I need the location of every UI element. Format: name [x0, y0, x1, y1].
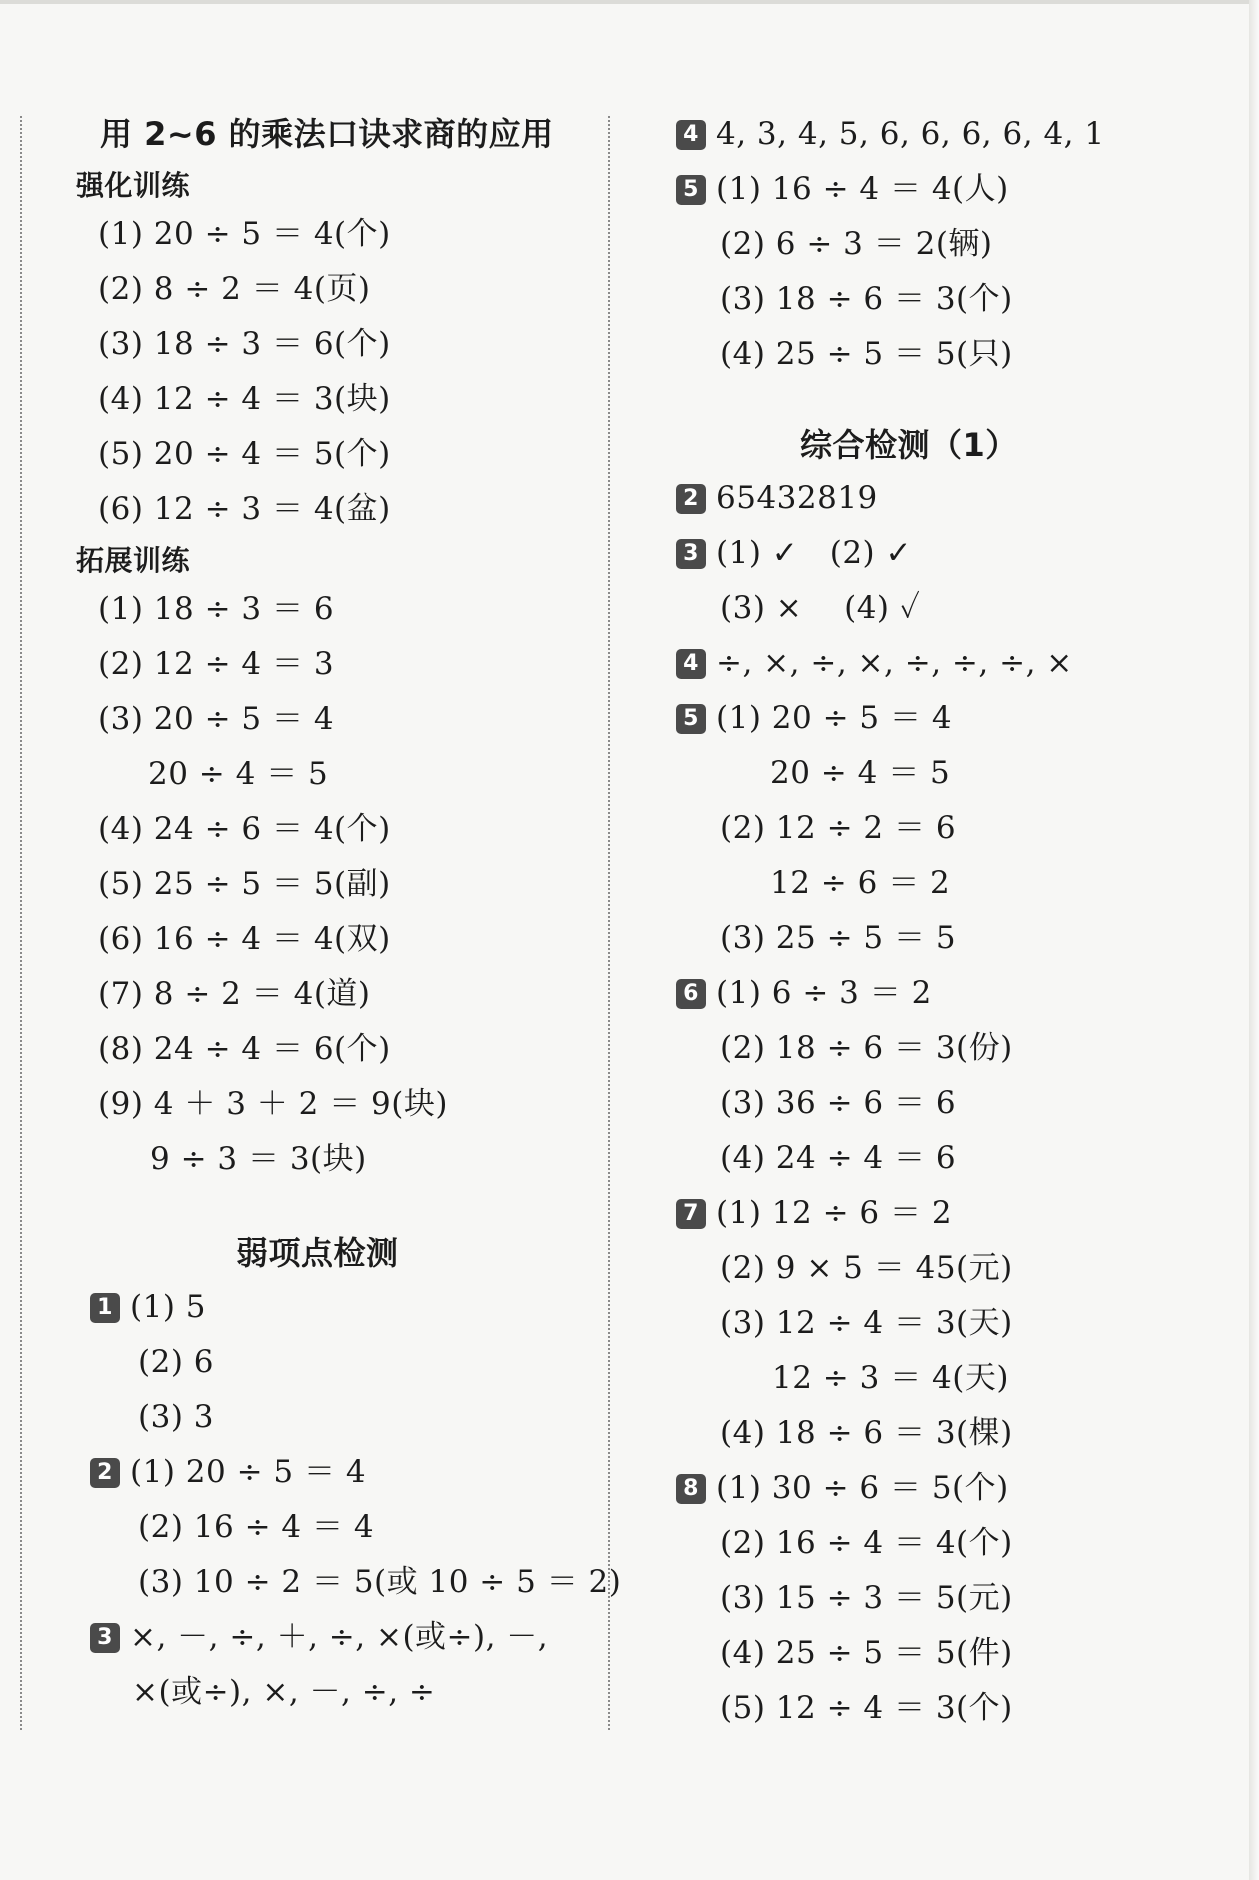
answer-line: (3) 10 ÷ 2 ＝ 5(或 10 ÷ 5 ＝ 2)	[138, 1564, 622, 1600]
question-number-badge: 4	[676, 649, 706, 679]
answer-line: 65432819	[716, 480, 878, 516]
comp-question-8	[676, 1468, 1009, 1508]
section-title: 用 2~6 的乘法口诀求商的应用	[100, 115, 554, 153]
comprehensive-test-title: 综合检测（1）	[800, 426, 1018, 464]
answer-line: 4, 3, 4, 5, 6, 6, 6, 6, 4, 1	[716, 116, 1105, 152]
question-number-badge: 1	[90, 1293, 120, 1323]
answer-line: (4) 25 ÷ 5 ＝ 5(件)	[720, 1635, 1013, 1671]
answer-line: ÷, ×, ÷, ×, ÷, ÷, ÷, ×	[716, 645, 1073, 681]
answer-line: 20 ÷ 4 ＝ 5	[148, 756, 329, 792]
answer-line: (1) 12 ÷ 6 ＝ 2	[716, 1195, 953, 1231]
answer-line: (2) 9 × 5 ＝ 45(元)	[720, 1250, 1013, 1286]
answer-line: (2) 16 ÷ 4 ＝ 4(个)	[720, 1525, 1013, 1561]
answer-line: (3) 36 ÷ 6 ＝ 6	[720, 1085, 957, 1121]
answer-line: 12 ÷ 3 ＝ 4(天)	[772, 1360, 1009, 1396]
answer-line: (2) 18 ÷ 6 ＝ 3(份)	[720, 1030, 1013, 1066]
answer-line: (4) 24 ÷ 4 ＝ 6	[720, 1140, 957, 1176]
answer-line: (2) 6	[138, 1344, 214, 1380]
question-3	[90, 1617, 548, 1657]
answer-line: (3) 18 ÷ 6 ＝ 3(个)	[720, 281, 1013, 317]
answer-line: (7) 8 ÷ 2 ＝ 4(道)	[98, 976, 371, 1012]
question-2	[90, 1452, 366, 1492]
comp-question-7	[676, 1193, 952, 1233]
answer-line: (3) 12 ÷ 4 ＝ 3(天)	[720, 1305, 1013, 1341]
answer-line: (2) 16 ÷ 4 ＝ 4	[138, 1509, 375, 1545]
answer-line: (4) 12 ÷ 4 ＝ 3(块)	[98, 381, 391, 417]
column-divider	[608, 116, 610, 1730]
answer-line: (1) 16 ÷ 4 ＝ 4(人)	[716, 171, 1009, 207]
answer-line: (2) 8 ÷ 2 ＝ 4(页)	[98, 271, 371, 307]
answer-line: (5) 25 ÷ 5 ＝ 5(副)	[98, 866, 391, 902]
question-number-badge: 8	[676, 1474, 706, 1504]
answer-line: (3) × (4) ✓	[720, 590, 921, 626]
answer-line: (3) 18 ÷ 3 ＝ 6(个)	[98, 326, 391, 362]
answer-line: (1) 6 ÷ 3 ＝ 2	[716, 975, 932, 1011]
answer-line: (2) 12 ÷ 2 ＝ 6	[720, 810, 957, 846]
question-number-badge: 6	[676, 979, 706, 1009]
answer-line: 12 ÷ 6 ＝ 2	[770, 865, 951, 901]
comp-question-6	[676, 973, 932, 1013]
weak-point-title: 弱项点检测	[236, 1234, 399, 1272]
question-1	[90, 1287, 206, 1327]
answer-line: (3) 25 ÷ 5 ＝ 5	[720, 920, 957, 956]
answer-line: (1) 18 ÷ 3 ＝ 6	[98, 591, 335, 627]
comp-question-4	[676, 643, 1073, 683]
answer-line: (8) 24 ÷ 4 ＝ 6(个)	[98, 1031, 391, 1067]
question-5	[676, 169, 1009, 209]
answer-line: (4) 18 ÷ 6 ＝ 3(棵)	[720, 1415, 1013, 1451]
answer-line: (4) 24 ÷ 6 ＝ 4(个)	[98, 811, 391, 847]
question-number-badge: 5	[676, 704, 706, 734]
comp-question-3	[676, 533, 912, 573]
answer-line: ×(或÷), ×, －, ÷, ÷	[132, 1674, 436, 1710]
question-number-badge: 2	[90, 1458, 120, 1488]
subheading-strengthen: 强化训练	[76, 169, 191, 202]
answer-line: ×, －, ÷, ＋, ÷, ×(或÷), －,	[130, 1619, 549, 1655]
answer-line: (3) 15 ÷ 3 ＝ 5(元)	[720, 1580, 1013, 1616]
question-number-badge: 3	[676, 539, 706, 569]
question-number-badge: 7	[676, 1199, 706, 1229]
question-number-badge: 2	[676, 484, 706, 514]
question-number-badge: 5	[676, 175, 706, 205]
subheading-extend: 拓展训练	[76, 544, 191, 577]
answer-line: 9 ÷ 3 ＝ 3(块)	[150, 1141, 367, 1177]
answer-line: (9) 4 ＋ 3 ＋ 2 ＝ 9(块)	[98, 1086, 448, 1122]
answer-line: (3) 20 ÷ 5 ＝ 4	[98, 701, 335, 737]
answer-line: (1) 20 ÷ 5 ＝ 4	[716, 700, 953, 736]
page-right-edge	[1249, 0, 1259, 1880]
comp-question-2	[676, 478, 878, 518]
answer-line: 20 ÷ 4 ＝ 5	[770, 755, 951, 791]
answer-line: (6) 12 ÷ 3 ＝ 4(盆)	[98, 491, 391, 527]
question-number-badge: 4	[676, 120, 706, 150]
question-number-badge: 3	[90, 1623, 120, 1653]
answer-line: (6) 16 ÷ 4 ＝ 4(双)	[98, 921, 391, 957]
left-margin-divider	[20, 116, 22, 1730]
answer-line: (1) 20 ÷ 5 ＝ 4	[130, 1454, 367, 1490]
answer-line: (1) 30 ÷ 6 ＝ 5(个)	[716, 1470, 1009, 1506]
answer-line: (2) 6 ÷ 3 ＝ 2(辆)	[720, 226, 993, 262]
answer-line: (5) 20 ÷ 4 ＝ 5(个)	[98, 436, 391, 472]
answer-line: (3) 3	[138, 1399, 214, 1435]
answer-line: (4) 25 ÷ 5 ＝ 5(只)	[720, 336, 1013, 372]
answer-line: (2) 12 ÷ 4 ＝ 3	[98, 646, 335, 682]
comp-question-5	[676, 698, 952, 738]
answer-line: (1) 20 ÷ 5 ＝ 4(个)	[98, 216, 391, 252]
page-top-edge	[0, 0, 1259, 4]
answer-line: (5) 12 ÷ 4 ＝ 3(个)	[720, 1690, 1013, 1726]
question-4	[676, 114, 1105, 154]
answer-line: (1) ✓ (2) ✓	[716, 535, 912, 571]
answer-line: (1) 5	[130, 1289, 206, 1325]
